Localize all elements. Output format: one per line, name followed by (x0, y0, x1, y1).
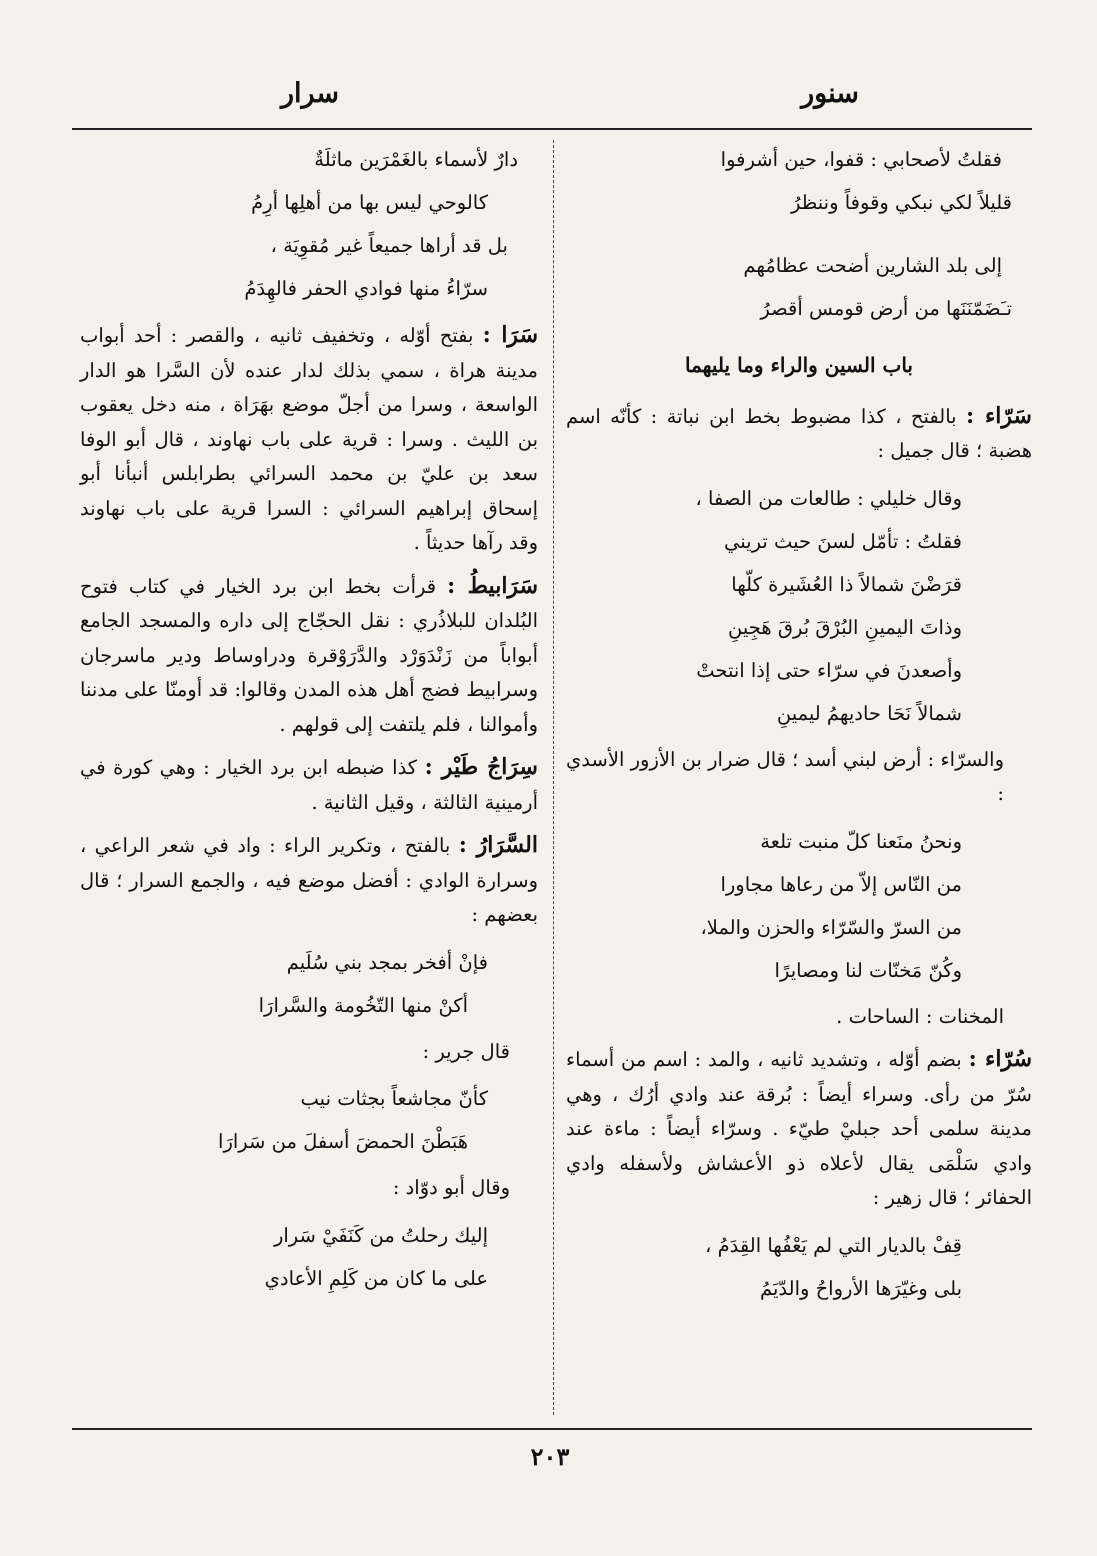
headword: سِرَاجُ طَيْر : (424, 754, 538, 780)
entry-assarar (80, 828, 538, 933)
entry-text: قرأت بخط ابن برد الخيار في كتاب فتوح البُلدان للبلاذُري : نقل الحجّاج إلى داره والمسجد الجامع أبواباً من زَنْدَوَرْد والدَّرَوْقرة ودراوساط ودير ماسرجان وسرابيط فضج أهل هذه المدن وقالوا: قد أومنّا على مدننا وأموالنا ، فلم يلتفت إلى قولهم . (80, 574, 538, 736)
running-header-right: سنور (801, 78, 859, 109)
entry-sarabit (80, 569, 538, 743)
verse-line: وكُنّ مَخنّات لنا ومصايرًا (774, 958, 962, 982)
poem-block (80, 138, 538, 310)
verse-line: من النّاس إلاّ من رعاها مجاورا (720, 872, 962, 896)
entry-text: بالفتح ، وتكرير الراء : واد في شعر الراعي ، وسرارة الوادي : أفضل موضع فيه ، والجمع السرار ؛ قال بعضهم : (80, 834, 538, 926)
entry-text: المخنات : الساحات . (836, 1004, 1004, 1028)
verse-line: كأنّ مجاشعاً بجثات نيب (300, 1087, 488, 1110)
headword: سَرَا : (482, 322, 538, 348)
poem-block (566, 820, 1032, 992)
verse-line: فقلتُ : تأمّل لسنَ حيث تريني (724, 529, 962, 553)
verse-line: ونحنُ منَعنا كلّ منبت تلعة (760, 829, 962, 853)
verse-line: وذاتَ اليمينِ البُرْقَ بُرقَ هَجِينِ (728, 615, 962, 639)
headword: سَرَابيطُ : (447, 572, 539, 599)
poem-block (566, 1224, 1032, 1310)
entry-text: والسرّاء : أرض لبني أسد ؛ قال ضرار بن الأزور الأسدي : (566, 747, 1004, 805)
column-separator (553, 140, 554, 1415)
entry-text: بفتح أوّله ، وتخفيف ثانيه ، والقصر : أحد أبواب مدينة هراة ، سمي بذلك لدار عنده لأن السَّرا هو الدار الواسعة ، وسرا من أجلّ موضع بهَرَاة ، منه دخل يعقوب بن الليث . وسرا : قرية على باب نهاوند ، قال أبو الوفا سعد بن عليّ بن محمد السرائي بطرابلس أنبأنا أبو إسحاق إبراهيم السرائي : السرا قرية على باب نهاوند وقد رآها حديثاً . (80, 324, 538, 554)
verse-line: إلى بلد الشارين أضحت عظامُهم (743, 254, 1002, 277)
entry-sarra (566, 399, 1032, 469)
entry-siraj-tayr (80, 750, 538, 820)
verse-line: إليك رحلتُ من كَنَفَيْ سَرار (273, 1223, 488, 1247)
attribution: وقال أبو دوّاد : (392, 1176, 510, 1199)
verse-line: فقلتُ لأصحابي : قفوا، حين أشرفوا (720, 148, 1002, 171)
verse-line: من السرّ والسّرّاء والحزن والملا، (700, 915, 962, 939)
header-rule (72, 128, 1032, 130)
verse-line: دارٌ لأسماء بالغَمْرَين ماثلَةٌ (314, 148, 518, 171)
verse-line: هَبَطْنَ الحمضَ أسفلَ من سَرارَا (218, 1130, 468, 1153)
section-title: باب السين والراء وما يليهما (685, 353, 913, 377)
poem-block (80, 1214, 538, 1300)
entry-text: كذا ضبطه ابن برد الخيار : وهي كورة في أرمينية الثالثة ، وقيل الثانية . (80, 756, 538, 814)
verse-line: بلى وغيّرَها الأرواحُ والدّيَمُ (759, 1276, 962, 1300)
verse-line: سرّاءُ منها فوادي الحفر فالهِدَمُ (244, 277, 488, 300)
poem-block (80, 1077, 538, 1163)
entry-text: بضم أوّله ، وتشديد ثانيه ، والمد : اسم من أسماء سُرّ من رأى. وسراء أيضاً : بُرقة عند وادي أرُك ، وهي مدينة سلمى أحد جبليْ طيّء . وسرّاء أيضاً : ماءة عند وادي سَلْمَى يقال لأعلاه ذو الأعشاش ولأسفله وادي الحفائر ؛ قال زهير : (566, 1048, 1032, 1209)
verse-line: وأصعدنَ في سرّاء حتى إذا انتحتْ (696, 658, 962, 682)
verse-line: قِفْ بالديار التي لم يَعْفُها القِدَمُ ، (705, 1233, 962, 1257)
entry-sara (80, 318, 538, 561)
verse-line: شمالاً نَحَا حاديهمُ ليمينِ (776, 701, 962, 725)
headword: سُرّاء : (968, 1046, 1033, 1072)
attribution: قال جرير : (422, 1039, 510, 1063)
poem-block (80, 941, 538, 1027)
verse-line: بل قد أراها جميعاً غير مُقوِيَة ، (270, 234, 508, 257)
entry-surra (566, 1042, 1032, 1216)
entry-text: بالفتح ، كذا مضبوط بخط ابن نباتة : كأنّه اسم هضبة ؛ قال جميل : (566, 404, 1032, 462)
verse-line: تـَضَمّنَنَها من أرض قومس أقصرُ (760, 297, 1012, 320)
verse-line: قرَضْنَ شمالاً ذا العُشَيرة كلّها (731, 572, 962, 596)
verse-line: كالوحي ليس بها من أهلِها أرِمُ (251, 191, 488, 214)
footer-rule (72, 1428, 1032, 1430)
verse-line: فإنْ أفخر بمجد بني سُلَيم (286, 950, 488, 974)
running-header-left: سرار (280, 78, 340, 109)
verse-line: على ما كان من كَلِمِ الأعادي (264, 1266, 488, 1290)
poem-block (566, 477, 1032, 735)
headword: سَرّاء : (965, 402, 1032, 429)
left-column (80, 138, 538, 1300)
verse-line: قليلاً لكي نبكي وقوفاً وننظرُ (791, 191, 1012, 214)
verse-line: وقال خليلي : طالعات من الصفا ، (695, 486, 962, 510)
page-number: ٢٠٣ (530, 1442, 570, 1471)
headword: السَّرَارُ : (458, 832, 538, 858)
poem-block (566, 138, 1032, 330)
right-column (566, 138, 1032, 1310)
verse-line: أكنْ منها التّخُومة والسَّرارَا (258, 993, 468, 1017)
